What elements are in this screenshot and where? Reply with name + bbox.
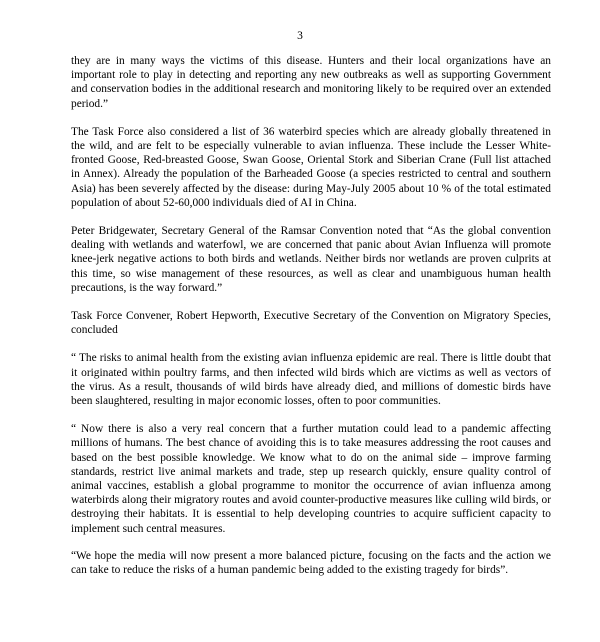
paragraph-convener-intro: Task Force Convener, Robert Hepworth, Executive Secretary of the Convention on Migratory Species, concluded xyxy=(71,310,551,337)
paragraph-media-appeal: “We hope the media will now present a more balanced picture, focusing on the facts and the action we can take to reduce the risks of a human pandemic being added to the existing tragedy for birds”. xyxy=(71,549,551,577)
paragraph-hunters-role: they are in many ways the victims of this disease. Hunters and their local organizations have an important role to play in detecting and reporting any new outbreaks as well as supporting Government and conservation bodies in the additional research and monitoring likely to be required over an extended period.” xyxy=(71,55,551,110)
paragraph-ramsar-quote: Peter Bridgewater, Secretary General of the Ramsar Convention noted that “As the global convention dealing with wetlands and waterfowl, we are concerned that panic about Avian Influenza will promote knee-jerk negative actions to both birds and wetlands. Neither birds nor wetlands are proven culprits at this time, so wise management of these resources, as well as clear and unambiguous human health precautions, is the way forward.” xyxy=(71,225,551,294)
paragraph-threatened-species: The Task Force also considered a list of 36 waterbird species which are already globally threatened in the wild, and are felt to be especially vulnerable to avian influenza. These include the Lesser White-fronted Goose, Red-breasted Goose, Swan Goose, Oriental Stork and Siberian Crane (Full list attached in Annex). Already the population of the Barheaded Goose (a species restricted to central and southern Asia) has been severely affected by the disease: during May-July 2005 about 10 % of the total estimated population of about 52-60,000 individuals died of AI in China. xyxy=(71,125,551,209)
paragraph-pandemic-concern: “ Now there is also a very real concern that a further mutation could lead to a pandemic affecting millions of humans. The best chance of avoiding this is to take measures addressing the root causes and based on the best possible knowledge. We know what to do on the animal side – improve farming standards, restrict live animal markets and trade, step up research quickly, ensure quality control of animal vaccines, establish a global programme to monitor the occurrence of avian influenza among waterbirds along their migratory routes and avoid counter-productive measures like culling wild birds, or destroying their habitats. It is essential to help developing countries to acquire sufficient capacity to implement such central measures. xyxy=(71,423,551,535)
paragraph-animal-health-risks: “ The risks to animal health from the existing avian influenza epidemic are real. There is little doubt that it originated within poultry farms, and then infected wild birds which are victims as well as vectors of the virus. As a result, thousands of wild birds have already died, and millions of domestic birds have been slaughtered, resulting in major economic losses, often to poor communities. xyxy=(71,352,551,408)
document-body xyxy=(71,54,551,577)
page-number: 3 xyxy=(297,30,303,42)
